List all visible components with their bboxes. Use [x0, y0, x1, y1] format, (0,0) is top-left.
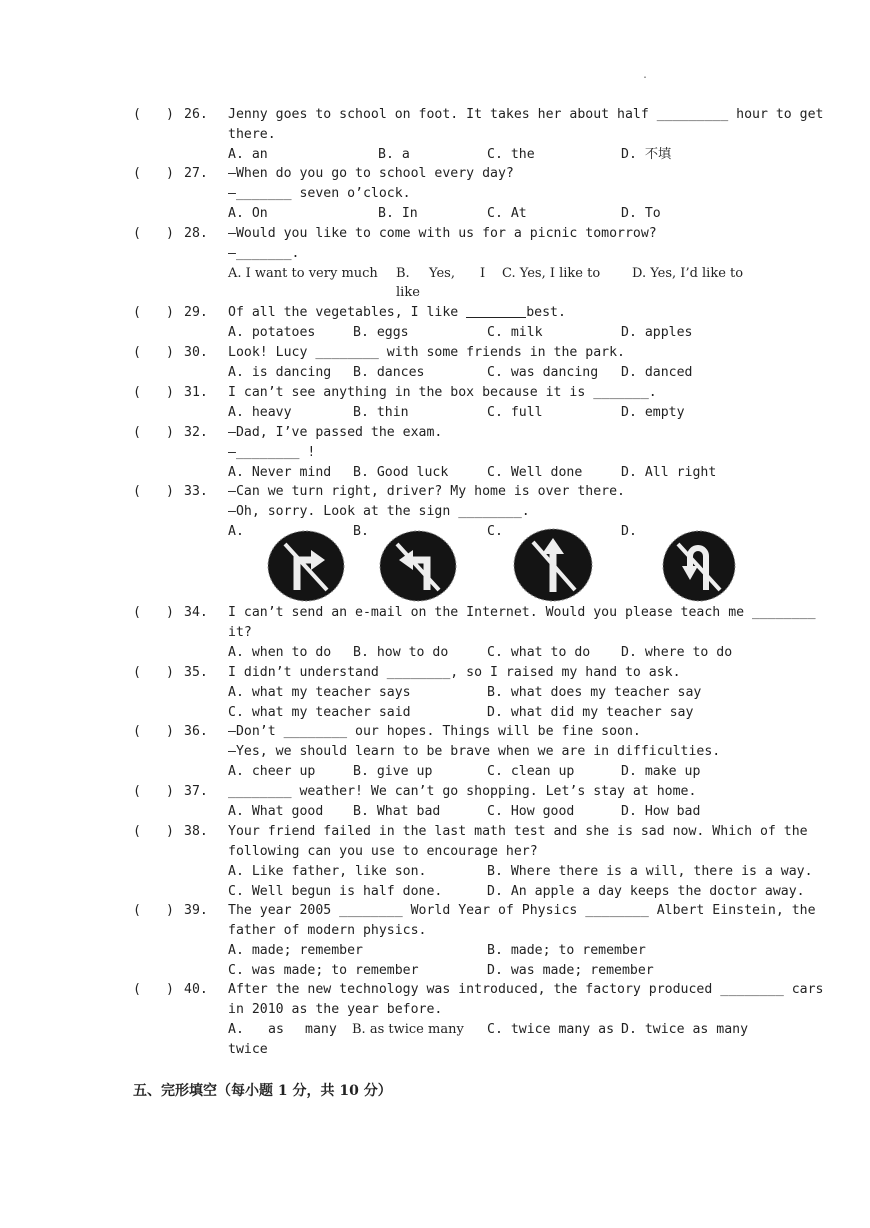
question-stem-cont: in 2010 as the year before. — [228, 1002, 443, 1017]
option-d: D. Yes, I’d like to — [632, 266, 744, 281]
option-d: D. empty — [621, 405, 685, 420]
option-b: B. In — [378, 206, 418, 221]
option-d: D. where to do — [621, 645, 733, 660]
option-a-text-2: many — [305, 1022, 337, 1037]
question-number: 36. — [184, 724, 208, 739]
option-a-cont: twice — [228, 1042, 268, 1057]
answer-paren-close: ) — [166, 824, 174, 839]
question-32 — [0, 423, 870, 483]
option-a-label: A. — [228, 1022, 244, 1037]
no-left-turn-sign-icon — [379, 530, 457, 602]
option-d: D. apples — [621, 325, 693, 340]
answer-paren-open: ( — [133, 982, 141, 997]
option-b-cont: like — [396, 285, 420, 300]
answer-paren-open: ( — [133, 226, 141, 241]
option-d: D. danced — [621, 365, 693, 380]
question-stem: I didn’t understand ________, so I raised my hand to ask. — [228, 665, 681, 680]
answer-paren-open: ( — [133, 345, 141, 360]
option-a: A. I want to very much — [228, 266, 378, 281]
option-b-label: B. — [396, 266, 410, 281]
question-number: 27. — [184, 166, 208, 181]
option-a: A. heavy — [228, 405, 292, 420]
option-d: D. what did my teacher say — [487, 705, 694, 720]
question-number: 40. — [184, 982, 208, 997]
option-c: C. was dancing — [487, 365, 599, 380]
question-30 — [0, 343, 870, 383]
option-a: A. when to do — [228, 645, 332, 660]
question-stem: Your friend failed in the last math test and she is sad now. Which of the — [228, 824, 808, 839]
question-stem: Jenny goes to school on foot. It takes her about half _________ hour to get — [228, 107, 824, 122]
option-b: B. what does my teacher say — [487, 685, 702, 700]
question-number: 33. — [184, 484, 208, 499]
answer-paren-open: ( — [133, 385, 141, 400]
question-31 — [0, 383, 870, 423]
option-a: A. Never mind — [228, 465, 332, 480]
answer-paren-close: ) — [166, 425, 174, 440]
question-number: 34. — [184, 605, 208, 620]
answer-paren-open: ( — [133, 903, 141, 918]
question-stem: —Would you like to come with us for a picnic tomorrow? — [228, 226, 657, 241]
option-b: B. dances — [353, 365, 425, 380]
question-number: 31. — [184, 385, 208, 400]
option-b-text: Yes, — [429, 266, 455, 281]
option-d: D. was made; remember — [487, 963, 654, 978]
option-a: A. made; remember — [228, 943, 363, 958]
question-stem: Look! Lucy ________ with some friends in the park. — [228, 345, 625, 360]
question-stem-cont: —Oh, sorry. Look at the sign ________. — [228, 504, 530, 519]
option-a: A. is dancing — [228, 365, 332, 380]
option-a: A. What good — [228, 804, 324, 819]
option-c: C. How good — [487, 804, 575, 819]
option-c: C. Yes, I like to — [502, 266, 601, 281]
option-b: B. thin — [353, 405, 409, 420]
option-a: A. — [228, 524, 244, 539]
question-26 — [0, 105, 870, 165]
answer-paren-open: ( — [133, 784, 141, 799]
question-39 — [0, 901, 870, 981]
option-c: C. Well done — [487, 465, 583, 480]
answer-paren-open: ( — [133, 824, 141, 839]
option-a: A. what my teacher says — [228, 685, 411, 700]
question-35 — [0, 663, 870, 723]
option-b-text-2: I — [480, 266, 486, 281]
question-28 — [0, 224, 870, 302]
option-c: C. the — [487, 147, 535, 162]
answer-paren-close: ) — [166, 903, 174, 918]
question-stem: —Don’t ________ our hopes. Things will be fine soon. — [228, 724, 641, 739]
question-number: 32. — [184, 425, 208, 440]
question-number: 30. — [184, 345, 208, 360]
option-b: B. give up — [353, 764, 433, 779]
answer-paren-close: ) — [166, 605, 174, 620]
option-c: C. milk — [487, 325, 543, 340]
answer-paren-close: ) — [166, 166, 174, 181]
question-stem: —Can we turn right, driver? My home is over there. — [228, 484, 625, 499]
option-c: C. At — [487, 206, 527, 221]
answer-paren-close: ) — [166, 784, 174, 799]
question-stem-cont: —_______. — [228, 246, 300, 261]
option-d: D. 不填 — [621, 147, 672, 162]
answer-paren-open: ( — [133, 425, 141, 440]
question-36 — [0, 722, 870, 782]
answer-paren-open: ( — [133, 107, 141, 122]
option-d: D. An apple a day keeps the doctor away. — [487, 884, 805, 899]
question-stem — [228, 303, 566, 323]
question-stem: The year 2005 ________ World Year of Physics ________ Albert Einstein, the — [228, 903, 816, 918]
question-34 — [0, 603, 870, 663]
stem-text: Of all the vegetables, I like — [228, 305, 467, 320]
question-stem: I can’t send an e-mail on the Internet. Would you please teach me ________ — [228, 605, 816, 620]
option-a: A. On — [228, 206, 268, 221]
question-stem-cont: —Yes, we should learn to be brave when we are in difficulties. — [228, 744, 721, 759]
question-stem-cont: —_______ seven o’clock. — [228, 186, 411, 201]
question-stem: ________ weather! We can’t go shopping. Let’s stay at home. — [228, 784, 697, 799]
question-38 — [0, 822, 870, 902]
question-number: 26. — [184, 107, 208, 122]
answer-paren-close: ) — [166, 345, 174, 360]
question-number: 37. — [184, 784, 208, 799]
option-b: B. a — [378, 147, 410, 162]
option-b: B. how to do — [353, 645, 449, 660]
question-29 — [0, 303, 870, 343]
option-d: D. How bad — [621, 804, 701, 819]
question-stem-cont: father of modern physics. — [228, 923, 427, 938]
answer-paren-open: ( — [133, 484, 141, 499]
question-stem: I can’t see anything in the box because it is _______. — [228, 385, 657, 400]
option-d: D. make up — [621, 764, 701, 779]
question-number: 29. — [184, 305, 208, 320]
option-a: A. an — [228, 147, 268, 162]
header-mark: . — [642, 70, 649, 81]
question-27 — [0, 164, 870, 224]
answer-blank — [466, 303, 526, 318]
option-c: C. what to do — [487, 645, 591, 660]
question-stem: —When do you go to school every day? — [228, 166, 514, 181]
option-c: C. Well begun is half done. — [228, 884, 443, 899]
option-c: C. clean up — [487, 764, 575, 779]
option-b: B. eggs — [353, 325, 409, 340]
answer-paren-open: ( — [133, 605, 141, 620]
question-number: 38. — [184, 824, 208, 839]
traffic-sign-options — [0, 528, 870, 604]
answer-paren-close: ) — [166, 724, 174, 739]
answer-paren-open: ( — [133, 166, 141, 181]
no-right-turn-sign-icon — [267, 530, 345, 602]
option-d: D. — [621, 524, 637, 539]
question-number: 28. — [184, 226, 208, 241]
stem-text-end: best. — [526, 305, 566, 320]
option-d: D. To — [621, 206, 661, 221]
option-d: D. twice as many — [621, 1022, 749, 1037]
option-a: A. cheer up — [228, 764, 316, 779]
option-c: C. full — [487, 405, 543, 420]
answer-paren-close: ) — [166, 665, 174, 680]
answer-paren-open: ( — [133, 665, 141, 680]
no-straight-ahead-sign-icon — [513, 528, 593, 602]
option-b: B. Good luck — [353, 465, 449, 480]
option-b: B. — [353, 524, 369, 539]
answer-paren-open: ( — [133, 724, 141, 739]
question-stem: After the new technology was introduced, the factory produced ________ cars — [228, 982, 824, 997]
answer-paren-close: ) — [166, 226, 174, 241]
question-number: 35. — [184, 665, 208, 680]
option-c: C. — [487, 524, 503, 539]
question-stem-cont: there. — [228, 127, 276, 142]
option-b: B. as twice many — [352, 1022, 464, 1037]
question-stem-cont: it? — [228, 625, 252, 640]
option-a-text: as — [268, 1022, 284, 1037]
option-d: D. All right — [621, 465, 717, 480]
answer-paren-close: ) — [166, 305, 174, 320]
answer-paren-close: ) — [166, 982, 174, 997]
question-stem-cont: following can you use to encourage her? — [228, 844, 538, 859]
question-40 — [0, 980, 870, 1060]
option-a: A. Like father, like son. — [228, 864, 427, 879]
option-c: C. twice many as — [487, 1022, 615, 1037]
option-c: C. was made; to remember — [228, 963, 419, 978]
option-a: A. potatoes — [228, 325, 316, 340]
section-5-title: 五、完形填空（每小题 1 分，共 10 分） — [133, 1083, 392, 1099]
answer-paren-close: ) — [166, 385, 174, 400]
option-b: B. Where there is a will, there is a way. — [487, 864, 813, 879]
option-b: B. What bad — [353, 804, 441, 819]
answer-paren-close: ) — [166, 484, 174, 499]
question-stem-cont: —________ ! — [228, 445, 316, 460]
answer-paren-open: ( — [133, 305, 141, 320]
option-b: B. made; to remember — [487, 943, 646, 958]
question-number: 39. — [184, 903, 208, 918]
option-c: C. what my teacher said — [228, 705, 411, 720]
question-37 — [0, 782, 870, 822]
no-u-turn-sign-icon — [662, 530, 736, 602]
answer-paren-close: ) — [166, 107, 174, 122]
question-stem: —Dad, I’ve passed the exam. — [228, 425, 443, 440]
